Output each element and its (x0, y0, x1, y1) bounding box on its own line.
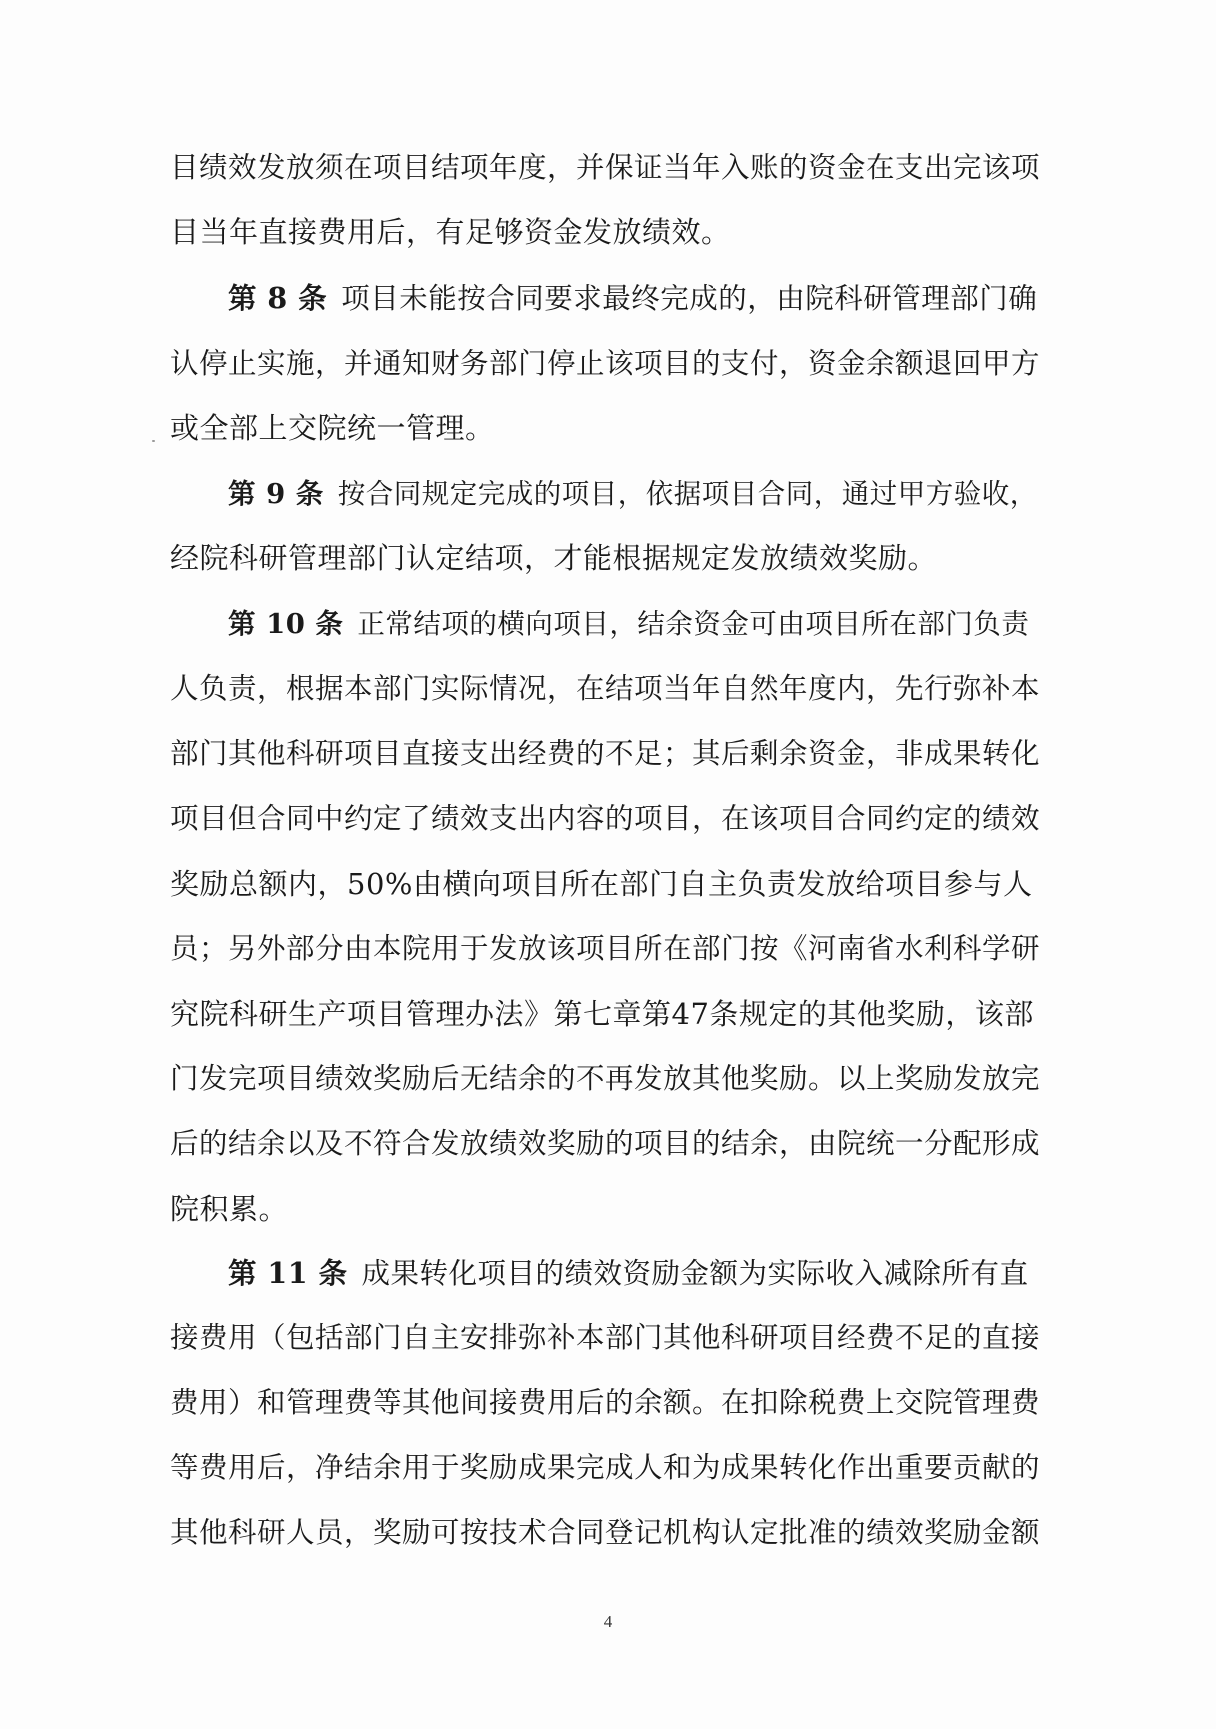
text-line: 其他科研人员，奖励可按技术合同登记机构认定批准的绩效奖励金额 (170, 1516, 1041, 1549)
text-line: 员；另外部分由本院用于发放该项目所在部门按《河南省水利科学研 (170, 932, 1041, 965)
article-label: 第 9 条 (228, 478, 324, 510)
article-text: 按合同规定完成的项目，依据项目合同，通过甲方验收， (337, 478, 1038, 510)
article-10 (228, 604, 1040, 644)
article-text: 正常结项的横向项目，结余资金可由项目所在部门负责 (357, 608, 1030, 640)
text-line: 或全部上交院统一管理。 (170, 411, 495, 445)
text-line: 经院科研管理部门认定结项，才能根据规定发放绩效奖励。 (170, 541, 938, 575)
text-line: 院积累。 (170, 1192, 289, 1226)
article-11 (228, 1253, 1040, 1294)
article-8 (228, 278, 1040, 319)
text-line: 项目但合同中约定了绩效支出内容的项目，在该项目合同约定的绩效 (170, 802, 1041, 835)
article-9 (228, 474, 1040, 514)
article-label: 第 11 条 (228, 1256, 348, 1290)
text-line: 接费用（包括部门自主安排弥补本部门其他科研项目经费不足的直接 (170, 1321, 1041, 1354)
text-line: 目绩效发放须在项目结项年度，并保证当年入账的资金在支出完该项 (170, 151, 1041, 184)
text-line: 究院科研生产项目管理办法》第七章第47条规定的其他奖励，该部 (170, 997, 1034, 1031)
scan-speck (152, 440, 155, 442)
text-line: 认停止实施，并通知财务部门停止该项目的支付，资金余额退回甲方 (170, 347, 1041, 380)
article-label: 第 8 条 (228, 281, 328, 315)
text-line: 等费用后，净结余用于奖励成果完成人和为成果转化作出重要贡献的 (170, 1451, 1041, 1484)
text-line: 费用）和管理费等其他间接费用后的余额。在扣除税费上交院管理费 (170, 1386, 1041, 1419)
article-text: 项目未能按合同要求最终完成的，由院科研管理部门确 (341, 282, 1038, 315)
page-number: 4 (603, 1612, 613, 1631)
text-line: 奖励总额内，50%由横向项目所在部门自主负责发放给项目参与人 (170, 867, 1033, 901)
text-line: 目当年直接费用后，有足够资金发放绩效。 (170, 215, 731, 249)
article-text: 成果转化项目的绩效资励金额为实际收入减除所有直 (361, 1257, 1029, 1290)
text-line: 门发完项目绩效奖励后无结余的不再发放其他奖励。以上奖励发放完 (170, 1062, 1041, 1095)
article-label: 第 10 条 (228, 608, 344, 640)
text-line: 人负责，根据本部门实际情况，在结项当年自然年度内，先行弥补本 (170, 672, 1041, 705)
text-line: 部门其他科研项目直接支出经费的不足；其后剩余资金，非成果转化 (170, 737, 1041, 770)
text-line: 后的结余以及不符合发放绩效奖励的项目的结余，由院统一分配形成 (170, 1127, 1041, 1160)
